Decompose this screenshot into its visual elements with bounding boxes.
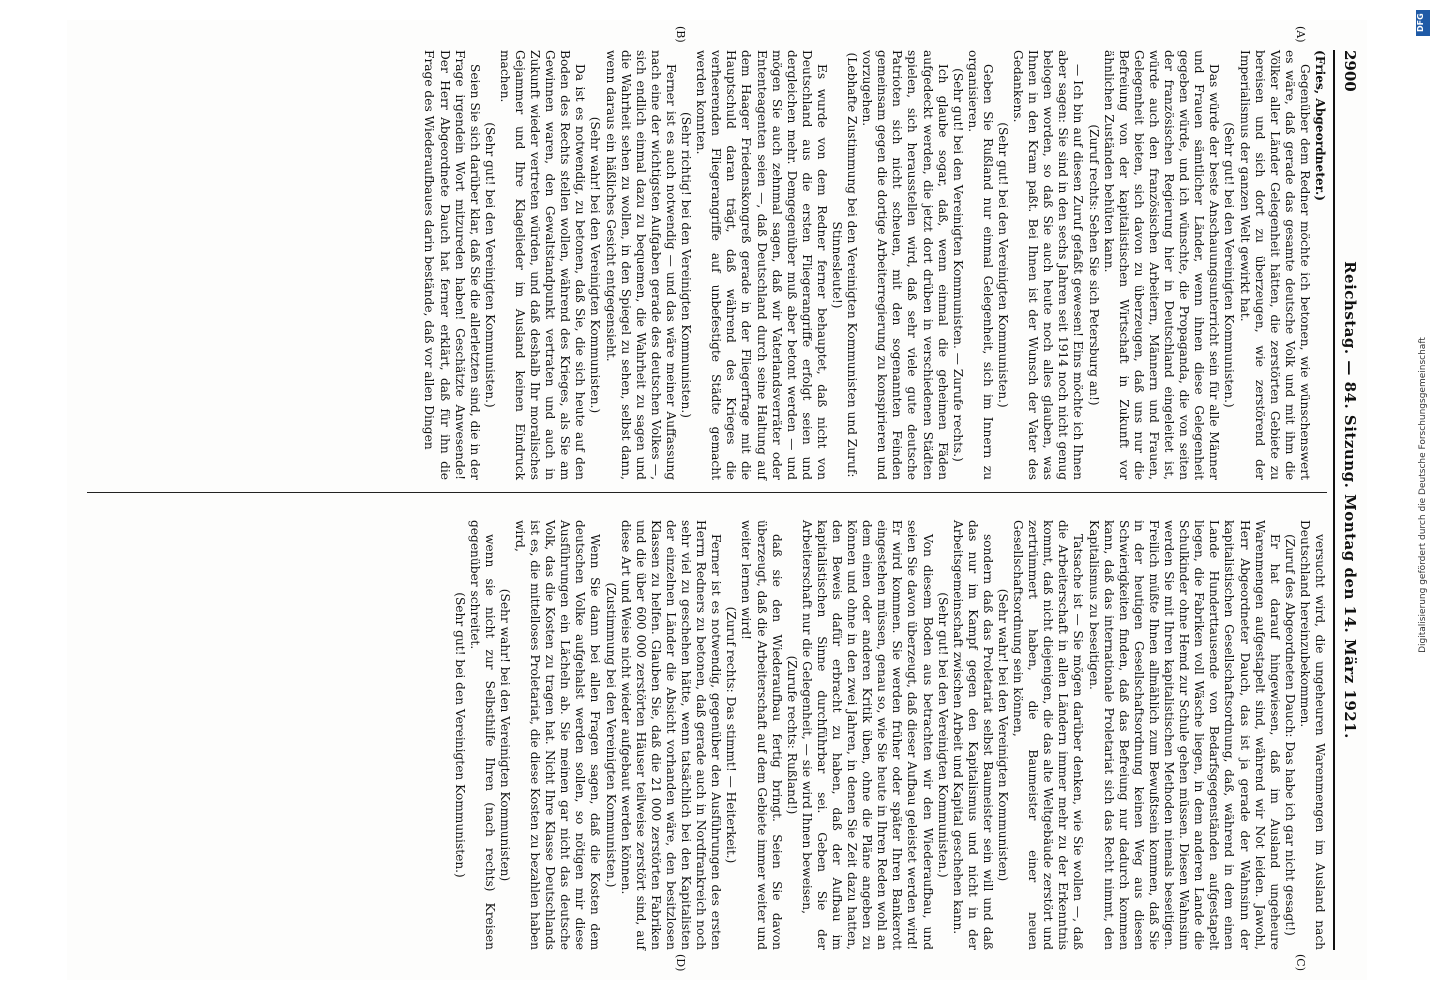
margin-marker-c: (C) [1294, 954, 1307, 971]
right-paragraph: Von diesem Boden aus betrachten wir den Wiederaufbau, und seien Sie davon überzeugt, daß dieser Aufbau geleistet werden wird! Er wird kommen. Sie werden früher oder später Ihren Bankerott eingestehen müssen, genau so, wie Sie heute in Ihren Reden wohl an dem einen oder anderen Kritik üben, ohne die Pläne angeben zu können und ohne in den zwei Jahren, in denen Sie Zeit dazu hatten, den Beweis dafür erbracht zu haben, daß der Aufbau im kapitalistischen Sinne durchführbar sei. Geben Sie der Arbeiterschaft nur die Gelegenheit, — sie wird Ihnen beweisen, [799, 520, 935, 950]
column-divider [87, 492, 1327, 493]
right-paragraph: Ferner ist es notwendig, gegenüber den Ausführungen des ersten Herrn Redners zu betonen, daß gerade auch in Nordfrankreich noch sehr viel zu geschehen hätte, wenn tatsächlich bei den Kapitalisten der einzelnen Länder die Absicht vorhanden wäre, den besitzlosen Klassen zu helfen. Glauben Sie, daß die 21 000 zerstörten Fabriken und die über 600 000 zerstörten Häuser teilweise zerstört sind, auf diese Art und Weise nicht wieder aufgebaut werden können. [618, 520, 724, 950]
left-paragraph: (Sehr wahr! bei den Vereinigten Kommunisten.) [588, 116, 603, 414]
left-paragraph: Das würde der beste Anschauungsunterricht sein für alle Männer und Frauen sämtlicher Länder, wenn ihnen diese Gelegenheit gegeben würde, und ich wünschte, die Propaganda, die von seiten der französischen Regierung hier in Deutschland eingeleitet ist, würde auch den französischen Arbeitern, Männern und Frauen, Gelegenheit bieten, sich davon zu überzeugen, daß uns nur die Befreiung von der kapitalistischen Wirtschaft in Zukunft vor ähnlichen Zuständen behüten kann. [1101, 50, 1222, 480]
right-paragraph: daß sie den Wiederaufbau fertig bringt. Seien Sie davon überzeugt, daß die Arbeiterschaft auf dem Gebiete immer weiter und weiter lernen wird! [739, 520, 784, 951]
left-paragraph: Ich glaube sogar, daß, wenn einmal die geheimen Fäden aufgedeckt werden, die jetzt dort drüben in verschiedenen Städten spielen, sich herausstellen wird, daß sehr viele gute deutsche Patrioten sich nicht scheuen, mit den sogenannten Feinden gemeinsam gegen die dortige Arbeiterregierung zu konspirieren und vorzugehen. [860, 50, 950, 480]
left-paragraph: Geben Sie Rußland nur einmal Gelegenheit, sich im Innern zu organisieren. [965, 50, 995, 480]
left-paragraph: Ferner ist es auch notwendig — und das wäre meiner Auffassung nach eine der wichtigsten Aufgaben gerade des deutschen Volkes —, sich endlich einmal dazu zu bequemen, die Wahrheit zu sagen und die Wahrheit sehen zu wollen, in den Spiegel zu sehen, selbst dann, wenn daraus ein häßliches Gesicht entgegensieht. [603, 50, 678, 480]
left-paragraph: (Sehr richtig! bei den Vereinigten Kommunisten.) [679, 111, 694, 419]
page-header [1337, 50, 1359, 950]
right-paragraph: (Sehr wahr! bei den Vereinigten Kommunisten) [996, 588, 1011, 882]
left-column [421, 50, 1327, 480]
left-paragraphs [421, 50, 1312, 480]
right-paragraph: Er hat darauf hingewiesen, daß im Ausland ungeheure Warenmengen aufgestapelt sind, während wir Not leiden. Jawohl, Herr Abgeordneter Dauch, das ist ja gerade der Wahnsinn der kapitalistischen Gesellschaftsordnung, daß, während in dem einen Lande Hunderttausende von Bedarfsgegenständen aufgestapelt liegen, die Fabriken voll Wäsche liegen, in dem anderen Lande die Schulkinder ohne Hemd zur Schule gehen müssen. Diesen Wahnsinn werden Sie mit Ihren kapitalistischen Methoden niemals beseitigen. Freilich müßte Ihnen allmählich zum Bewußtsein kommen, daß Sie in der heutigen Gesellschaftsordnung keinen Weg aus diesen Schwierigkeiten finden, daß das Befreiung nur dadurch kommen kann, daß das internationale Proletariat sich das Recht nimmt, den Kapitalismus zu beseitigen. [1086, 520, 1282, 950]
left-paragraph: — Ich bin auf diesen Zuruf gefaßt gewesen! Eins möchte ich Ihnen aber sagen: Sie sind in den sechs Jahren seit 1914 noch nicht genug belogen worden, so daß Sie auch heute noch alles glauben, was Ihnen in den Kram paßt. Bei Ihnen ist der Wunsch der Vater des Gedankens. [1011, 50, 1086, 480]
left-paragraph: (Sehr gut! bei den Vereinigten Kommunisten.) [482, 122, 497, 408]
left-paragraph: (Zuruf rechts: Sehen Sie sich Petersburg an!) [1086, 124, 1101, 406]
left-paragraph: (Sehr gut! bei den Vereinigten Kommunisten.) [996, 122, 1011, 408]
left-paragraph: Es wurde von dem Redner ferner behauptet, daß nicht von Deutschland aus die ersten Fliegerangriffe erfolgt seien und dergleichen mehr. Demgegenüber muß aber betont werden — und mögen Sie auch zehnmal sagen, daß wir Vaterlandsverräter oder Ententeagenten seien —, daß Deutschland durch seine Haltung auf dem Haager Friedenskongreß gerade in der Fliegerfrage mit die Hauptschuld daran trägt, daß während des Krieges die verheerenden Fliegerangriffe auf unbefestigte Städte gemacht werden konnten. [694, 50, 829, 480]
right-paragraph: sondern daß das Proletariat selbst Baumeister sein will und daß das nur im Kampf gegen den Kapitalismus und nicht in der Arbeitsgemeinschaft zwischen Arbeit und Kapital geschehen kann. [950, 520, 995, 950]
document-sheet [67, 20, 1367, 980]
right-column [452, 520, 1327, 950]
right-paragraph: (Zustimmung bei den Vereinigten Kommunisten.) [603, 582, 618, 888]
margin-marker-d: (D) [674, 954, 687, 972]
page-title: Reichstag. — 84. Sitzung. Montag den 14. März 1921. [1341, 261, 1359, 739]
left-paragraph: (Lebhafte Zustimmung bei den Vereinigten Kommunisten und Zuruf: Stinnesleute!) [830, 52, 860, 478]
right-paragraph: (Sehr gut! bei den Vereinigten Kommunisten.) [452, 592, 467, 878]
right-paragraph: (Sehr wahr! bei den Vereinigten Kommunisten) [497, 588, 512, 882]
right-paragraph: wenn sie nicht zur Selbsthilfe Ihren (nach rechts) Kreisen gegenüber schreitet. [467, 520, 497, 950]
header-rule [1333, 50, 1335, 950]
left-paragraph: Da ist es notwendig, zu betonen, daß Sie, die sich heute auf den Boden des Rechts stellen wollen, während des Krieges, als Sie am Gewinnen waren, den Gewaltstandpunkt vertraten und auch in Zukunft wieder vertreten würden, und daß deshalb Ihr moralisches Gejammer und Ihre Klagelieder im Ausland keinen Eindruck machen. [497, 50, 588, 480]
page-number: 2900 [1341, 50, 1359, 92]
right-paragraph: (Zuruf rechts: Das stimmt! — Heiterkeit.) [724, 606, 739, 864]
left-paragraph: (Sehr gut! bei den Vereinigten Kommunisten.) [1222, 122, 1237, 408]
margin-marker-b: (B) [674, 26, 687, 43]
left-paragraph: Seien Sie sich darüber klar, daß Sie die allerletzten sind, die in der Frage irgendein Wort mitzureden haben! Geschätzte Anwesende! Der Herr Abgeordnete Dauch hat ferner erklärt, daß für ihn die Frage des Wiederaufbaues darin bestände, daß vor allen Dingen [422, 50, 482, 480]
left-paragraph: (Sehr gut! bei den Vereinigten Kommunisten. — Zurufe rechts.) [950, 68, 965, 462]
speaker-intro: (Fries, Abgeordneter.) [1313, 50, 1327, 201]
margin-marker-a: (A) [1294, 26, 1307, 43]
right-paragraph: Wenn Sie dann bei allen Fragen sagen, daß die Kosten dem deutschen Volke aufgehalst werden sollen, so nötigen mir diese Ausführungen ein Lächeln ab. Sie meinen gar nicht das deutsche Volk, das die Kosten zu tragen hat. Nicht Ihre Klasse Deutschlands ist es, die mittelloses Proletariat, die diese Kosten zu bezahlen haben wird, [513, 520, 603, 950]
right-paragraph: versucht wird, die ungeheuren Warenmengen im Ausland nach Deutschland hereinzubekommen. [1297, 520, 1327, 950]
digitization-credit [1416, 10, 1430, 990]
right-paragraph: (Zuruf des Abgeordneten Dauch: Das habe ich gar nicht gesagt!) [1282, 534, 1297, 936]
right-paragraph: Tatsache ist — Sie mögen darüber denken, wie Sie wollen —, daß die Arbeiterschaft in allen Ländern immer mehr zu der Erkenntnis kommt, daß nicht diejenigen, die das alte Weltgebäude zerstört und zertrümmert haben, die Baumeister einer neuen Gesellschaftsordnung sein können, [1011, 520, 1086, 950]
dfg-logo: DFG [1416, 10, 1430, 36]
right-paragraphs [452, 520, 1327, 950]
digitization-note: Digitalisierung gefördert durch die Deutsche Forschungsgemeinschaft [1418, 337, 1428, 653]
left-paragraph: Gegenüber dem Redner möchte ich betonen, wie wünschenswert es wäre, daß gerade das gesamte deutsche Volk und mit ihm die Völker aller Länder Gelegenheit hätten, die zerstörten Gebiete zu bereisen und sich dort zu überzeugen, wie zerstörend der Imperialismus der ganzen Welt gewirkt hat. [1237, 50, 1312, 480]
right-paragraph: (Sehr gut! bei den Vereinigten Kommunisten.) [935, 592, 950, 878]
right-paragraph: (Zurufe rechts: Rußland!) [784, 655, 799, 815]
